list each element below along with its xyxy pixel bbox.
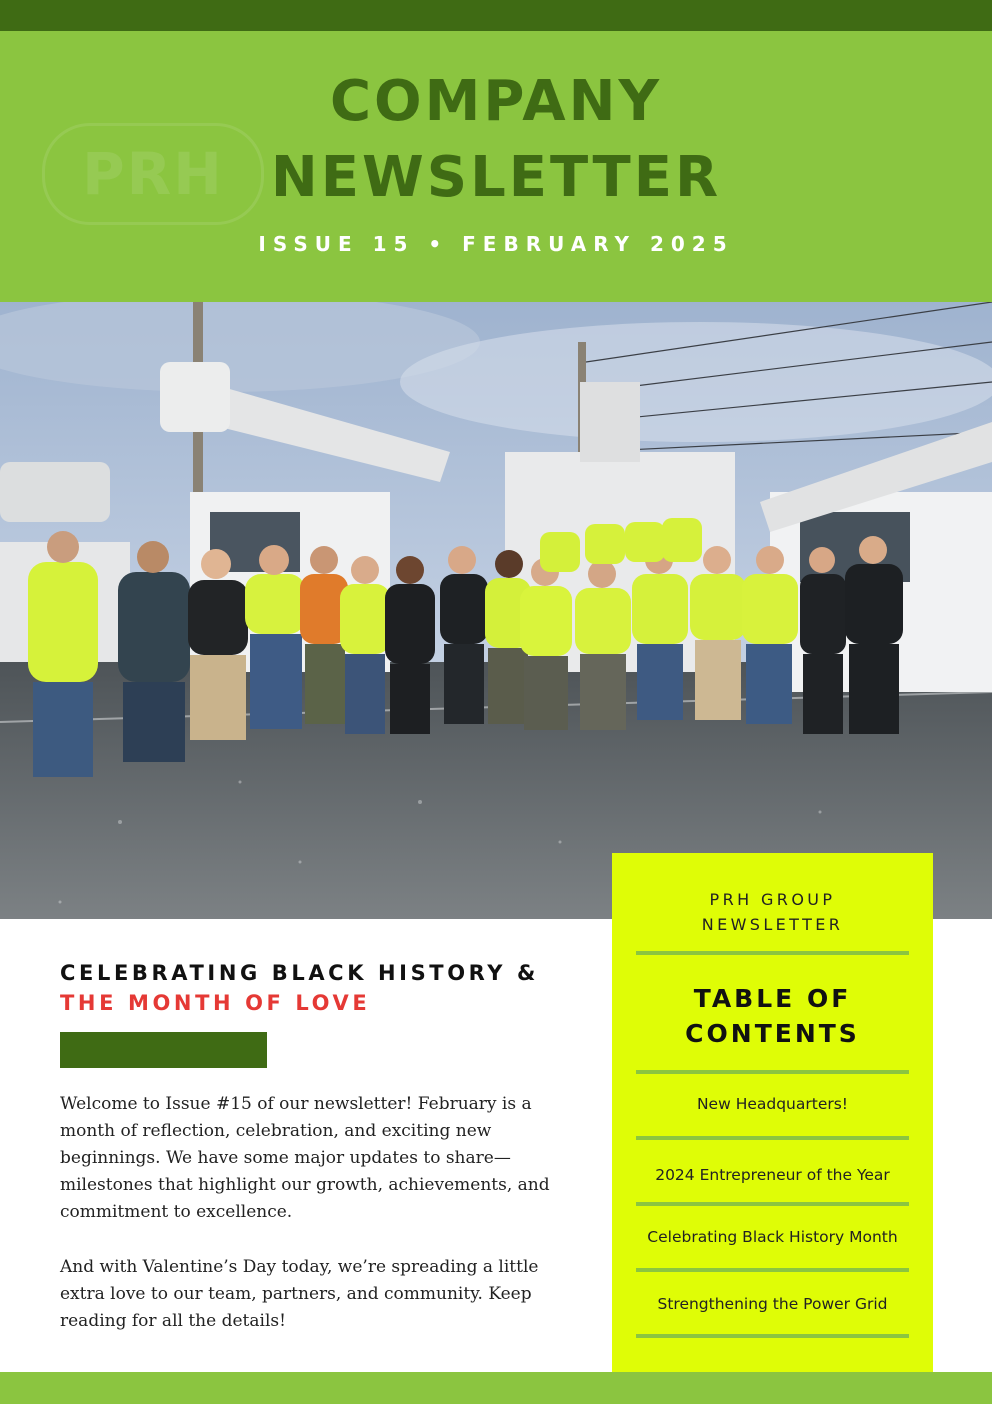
toc-divider xyxy=(636,1334,909,1338)
toc-divider xyxy=(636,951,909,955)
watermark-text: PRH xyxy=(82,140,224,208)
team-photo-image xyxy=(0,302,992,919)
toc-item-black-history-month[interactable]: Celebrating Black History Month xyxy=(647,1228,898,1246)
toc-brand xyxy=(612,887,933,937)
toc-title-line1: TABLE OF xyxy=(693,984,852,1013)
toc-divider xyxy=(636,1202,909,1206)
article-paragraph-2: And with Valentine’s Day today, we’re spreading a little extra love to our team, partners, and community. Keep reading for all the details! xyxy=(60,1257,539,1331)
toc-title xyxy=(612,981,933,1051)
article-heading-line1: CELEBRATING BLACK HISTORY & xyxy=(60,961,539,985)
toc-item-power-grid[interactable]: Strengthening the Power Grid xyxy=(657,1295,888,1313)
heading-accent-bar xyxy=(60,1032,267,1068)
newsletter-title-line1: COMPANY xyxy=(329,69,663,134)
toc-title-line2: CONTENTS xyxy=(685,1019,860,1048)
toc-brand-line1: PRH GROUP xyxy=(709,890,836,909)
bottom-bar xyxy=(0,1372,992,1404)
table-of-contents-panel xyxy=(612,853,933,1372)
toc-divider xyxy=(636,1136,909,1140)
newsletter-title-line2: NEWSLETTER xyxy=(270,145,722,210)
toc-divider xyxy=(636,1268,909,1272)
toc-brand-line2: NEWSLETTER xyxy=(701,915,844,934)
article-heading xyxy=(60,958,600,1018)
article-paragraph-1: Welcome to Issue #15 of our newsletter! February is a month of reflection, celebration, and exciting new beginnings. We have some major updates to share—milestones that highlight our growth, achievements, and commitment to excellence. xyxy=(60,1094,550,1222)
issue-date: ISSUE 15 • FEBRUARY 2025 xyxy=(258,232,734,256)
toc-item-entrepreneur-of-the-year[interactable]: 2024 Entrepreneur of the Year xyxy=(655,1166,890,1184)
toc-divider xyxy=(636,1070,909,1074)
top-bar xyxy=(0,0,992,31)
toc-item-new-headquarters[interactable]: New Headquarters! xyxy=(696,1095,849,1113)
article-heading-line2: THE MONTH OF LOVE xyxy=(60,991,371,1015)
team-photo xyxy=(0,302,992,919)
